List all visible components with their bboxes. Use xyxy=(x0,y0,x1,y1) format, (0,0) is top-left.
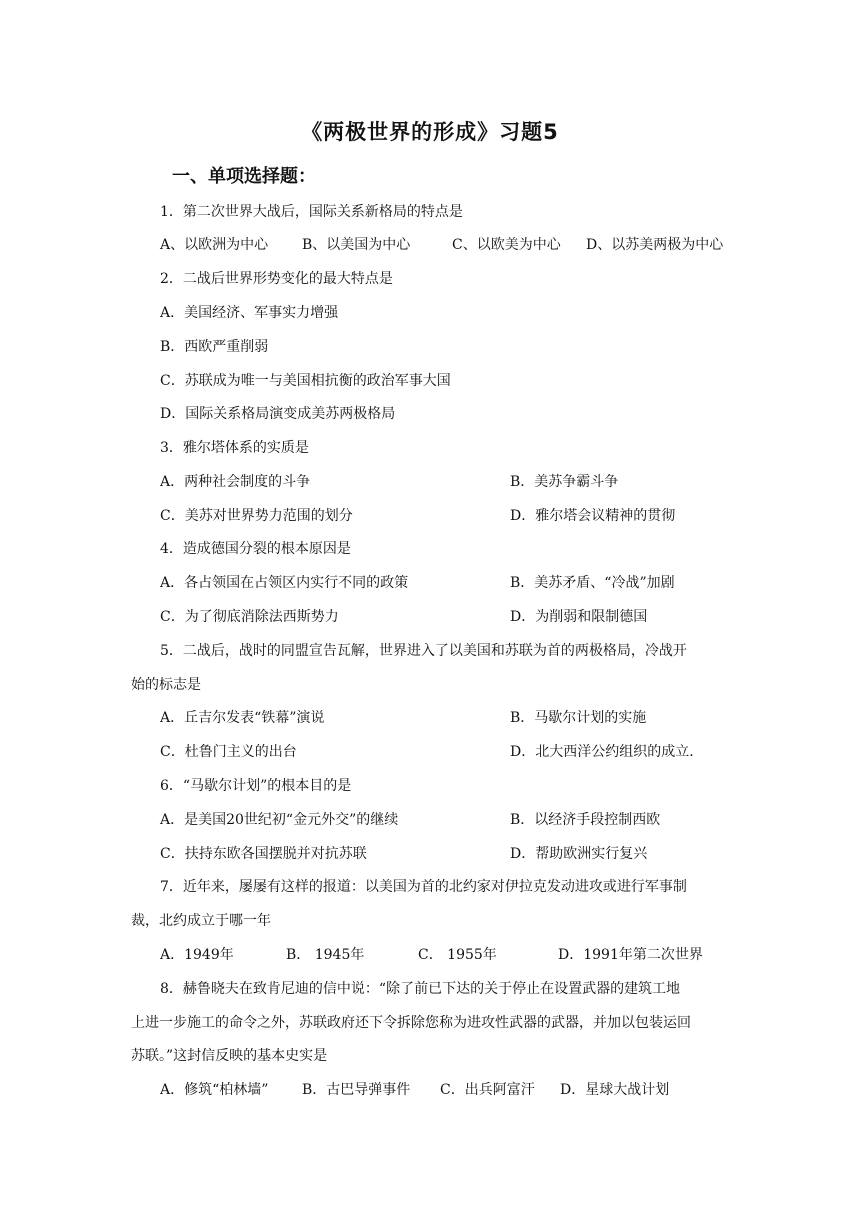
question-6-option-c: C．扶持东欧各国摆脱并对抗苏联 xyxy=(160,846,367,862)
question-5-stem-line-1: 5．二战后，战时的同盟宣告瓦解，世界进入了以美国和苏联为首的两极格局，冷战开 xyxy=(160,643,687,659)
page-title: 《两极世界的形成》习题5 xyxy=(301,120,559,144)
question-8-option-c: C．出兵阿富汗 xyxy=(440,1082,535,1098)
question-3-option-d: D．雅尔塔会议精神的贯彻 xyxy=(510,508,676,524)
question-6-option-d: D．帮助欧洲实行复兴 xyxy=(510,846,648,862)
question-4-option-c: C．为了彻底消除法西斯势力 xyxy=(160,609,339,625)
question-7-option-c: C． 1955年 xyxy=(418,947,497,963)
question-2-option-b: B．西欧严重削弱 xyxy=(160,339,269,355)
question-1-option-c: C、以欧美为中心 xyxy=(452,237,561,253)
question-6-stem: 6．“马歇尔计划”的根本目的是 xyxy=(160,778,352,794)
question-4-option-b: B．美苏矛盾、“冷战”加剧 xyxy=(510,575,675,591)
question-8-stem-line-1: 8．赫鲁晓夫在致肯尼迪的信中说：“除了前已下达的关于停止在设置武器的建筑工地 xyxy=(160,981,681,997)
question-2-option-c: C．苏联成为唯一与美国相抗衡的政治军事大国 xyxy=(160,373,451,389)
question-6-option-b: B．以经济手段控制西欧 xyxy=(510,812,661,828)
question-5-stem-line-2: 始的标志是 xyxy=(131,677,201,693)
question-1-option-d: D、以苏美两极为中心 xyxy=(586,237,724,253)
question-3-option-a: A．两种社会制度的斗争 xyxy=(160,474,311,490)
question-8-stem-line-2: 上进一步施工的命令之外，苏联政府还下令拆除您称为进攻性武器的武器，并加以包装运回 xyxy=(131,1015,691,1031)
question-4-stem: 4．造成德国分裂的根本原因是 xyxy=(160,541,351,557)
question-2-option-d: D．国际关系格局演变成美苏两极格局 xyxy=(160,406,396,422)
question-5-option-a: A．丘吉尔发表“铁幕”演说 xyxy=(160,710,325,726)
question-2-stem: 2．二战后世界形势变化的最大特点是 xyxy=(160,271,393,287)
question-1-stem: 1．第二次世界大战后，国际关系新格局的特点是 xyxy=(160,204,463,220)
question-8-option-a: A．修筑“柏林墙” xyxy=(160,1082,269,1098)
question-5-option-b: B．马歇尔计划的实施 xyxy=(510,710,647,726)
question-1-option-a: A、以欧洲为中心 xyxy=(160,237,269,253)
question-3-stem: 3．雅尔塔体系的实质是 xyxy=(160,440,309,456)
question-5-option-d: D．北大西洋公约组织的成立. xyxy=(510,744,694,760)
question-8-option-b: B．古巴导弹事件 xyxy=(302,1082,411,1098)
question-5-option-c: C．杜鲁门主义的出台 xyxy=(160,744,297,760)
question-7-option-b: B． 1945年 xyxy=(286,947,365,963)
question-8-option-d: D．星球大战计划 xyxy=(560,1082,670,1098)
question-2-option-a: A．美国经济、军事实力增强 xyxy=(160,305,339,321)
question-4-option-a: A．各占领国在占领区内实行不同的政策 xyxy=(160,575,409,591)
question-6-option-a: A．是美国20世纪初“金元外交”的继续 xyxy=(160,812,399,828)
question-1-option-b: B、以美国为中心 xyxy=(302,237,411,253)
question-4-option-d: D．为削弱和限制德国 xyxy=(510,609,648,625)
question-7-option-d: D．1991年第二次世界 xyxy=(558,947,703,963)
section-heading: 一、单项选择题： xyxy=(172,166,316,187)
question-7-option-a: A．1949年 xyxy=(160,947,234,963)
question-8-stem-line-3: 苏联。”这封信反映的基本史实是 xyxy=(131,1048,328,1064)
question-3-option-b: B．美苏争霸斗争 xyxy=(510,474,619,490)
question-7-stem-line-2: 裁，北约成立于哪一年 xyxy=(131,913,271,929)
question-3-option-c: C．美苏对世界势力范围的划分 xyxy=(160,508,353,524)
question-7-stem-line-1: 7．近年来，屡屡有这样的报道：以美国为首的北约家对伊拉克发动进攻或进行军事制 xyxy=(160,879,687,895)
